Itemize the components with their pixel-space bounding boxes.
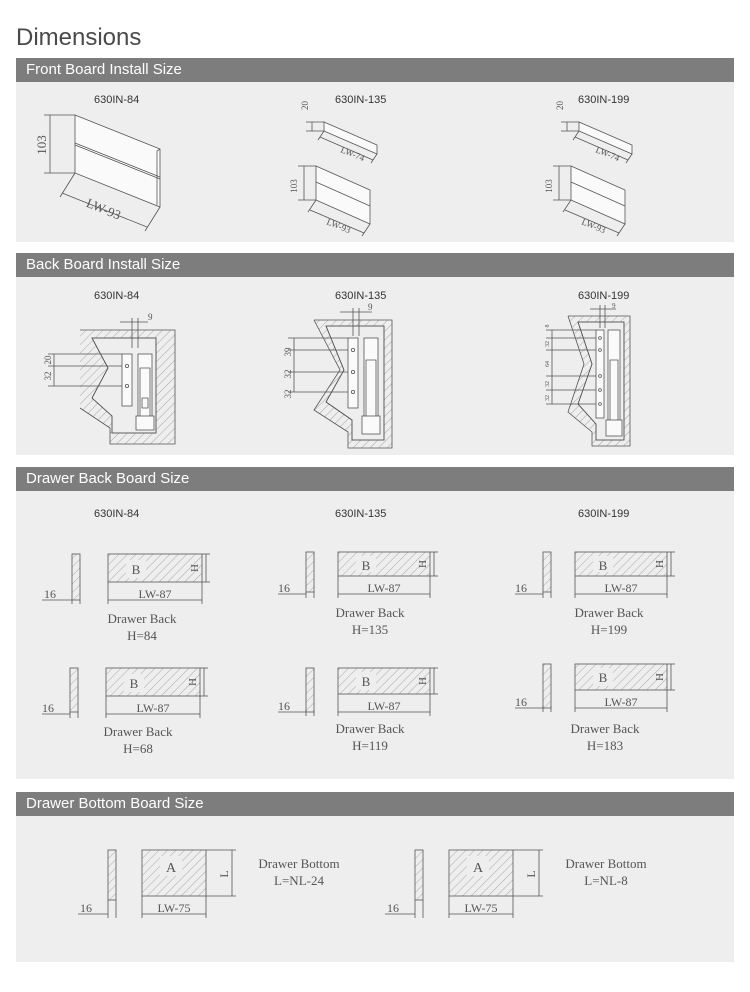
section-header-drawer-bottom: Drawer Bottom Board Size bbox=[16, 792, 734, 816]
model-label: 630IN-135 bbox=[335, 290, 387, 302]
drawer-back-board-199 bbox=[513, 548, 683, 600]
side-dim: H bbox=[189, 564, 201, 572]
top-height-dim: 20 bbox=[555, 101, 565, 110]
thickness-dim: 16 bbox=[44, 587, 56, 601]
front-board-diagram-199 bbox=[537, 100, 657, 235]
model-label: 630IN-199 bbox=[578, 94, 630, 106]
section-header-back-board: Back Board Install Size bbox=[16, 253, 734, 277]
drawer-back-board-68 bbox=[40, 664, 210, 720]
board-letter: B bbox=[129, 676, 139, 691]
dim-3: 32 bbox=[283, 389, 293, 399]
dim-2: 32 bbox=[283, 369, 293, 379]
top-height-dim: 20 bbox=[300, 101, 310, 110]
board-caption bbox=[555, 855, 657, 889]
offset-dim: 9 bbox=[368, 302, 373, 312]
thickness-dim: 16 bbox=[278, 581, 290, 595]
thickness-dim: 16 bbox=[387, 901, 399, 915]
dim-0: 8 bbox=[545, 324, 551, 328]
thickness-dim: 16 bbox=[42, 701, 54, 715]
front-board-diagram-84 bbox=[30, 105, 170, 235]
length-dim: LW-87 bbox=[367, 581, 401, 595]
thickness-dim: 16 bbox=[515, 581, 527, 595]
length-dim: LW-75 bbox=[157, 901, 191, 915]
board-size: L=NL-8 bbox=[584, 873, 628, 888]
height-dim: 103 bbox=[544, 179, 554, 193]
board-name: Drawer Back bbox=[570, 721, 640, 736]
drawer-back-board-84 bbox=[40, 548, 210, 610]
board-caption bbox=[559, 604, 659, 638]
board-letter: B bbox=[361, 558, 371, 573]
side-dim: H bbox=[187, 678, 199, 686]
length-dim: LW-87 bbox=[138, 587, 172, 601]
board-size: H=183 bbox=[586, 738, 624, 753]
length-dim: LW-93 bbox=[325, 216, 353, 236]
board-size: H=135 bbox=[351, 622, 389, 637]
side-dim: H bbox=[654, 560, 666, 568]
dim-1: 32 bbox=[545, 341, 551, 347]
length-dim: LW-93 bbox=[580, 216, 608, 236]
dim-2: 64 bbox=[545, 361, 551, 367]
dim-1: 20 bbox=[43, 355, 53, 365]
board-name: Drawer Back bbox=[335, 721, 405, 736]
board-name: Drawer Back bbox=[107, 611, 177, 626]
drawer-back-board-135 bbox=[276, 548, 446, 600]
model-label: 630IN-135 bbox=[335, 508, 387, 520]
side-dim: H bbox=[417, 560, 429, 568]
back-board-diagram-199 bbox=[540, 300, 640, 452]
board-size: H=119 bbox=[352, 738, 388, 753]
dim-2: 32 bbox=[43, 371, 53, 381]
board-caption bbox=[92, 610, 192, 644]
front-board-diagram-135 bbox=[282, 100, 402, 235]
board-letter: B bbox=[598, 670, 608, 685]
offset-dim: 9 bbox=[148, 312, 153, 322]
board-size: H=68 bbox=[123, 741, 153, 756]
board-name: Drawer Bottom bbox=[258, 856, 340, 871]
model-label: 630IN-135 bbox=[335, 94, 387, 106]
length-dim: LW-87 bbox=[136, 701, 170, 715]
length-dim: LW-87 bbox=[604, 581, 638, 595]
top-length-dim: LW-74 bbox=[339, 144, 367, 164]
board-caption bbox=[320, 604, 420, 638]
board-letter: B bbox=[131, 562, 141, 577]
section-header-front-board: Front Board Install Size bbox=[16, 58, 734, 82]
length-dim: LW-87 bbox=[604, 695, 638, 709]
board-letter: A bbox=[472, 861, 484, 876]
height-dim: 103 bbox=[34, 135, 49, 155]
side-dim: H bbox=[417, 677, 429, 685]
section-header-drawer-back: Drawer Back Board Size bbox=[16, 467, 734, 491]
board-size: L=NL-24 bbox=[274, 873, 324, 888]
model-label: 630IN-84 bbox=[94, 290, 140, 302]
board-caption bbox=[555, 720, 655, 754]
board-letter: B bbox=[361, 674, 371, 689]
board-letter: B bbox=[598, 558, 608, 573]
dim-1: 39 bbox=[283, 347, 293, 357]
length-dim: LW-87 bbox=[367, 699, 401, 713]
thickness-dim: 16 bbox=[515, 695, 527, 709]
board-caption bbox=[88, 723, 188, 757]
model-label: 630IN-199 bbox=[578, 508, 630, 520]
side-dim: L bbox=[524, 870, 538, 878]
dim-4: 32 bbox=[545, 395, 551, 401]
board-size: H=84 bbox=[127, 628, 157, 643]
back-board-diagram-84 bbox=[40, 308, 185, 450]
height-dim: 103 bbox=[289, 179, 299, 193]
board-letter: A bbox=[165, 861, 177, 876]
page-title: Dimensions bbox=[16, 24, 142, 51]
top-length-dim: LW-74 bbox=[594, 144, 622, 164]
board-size: H=199 bbox=[590, 622, 628, 637]
board-caption bbox=[248, 855, 350, 889]
thickness-dim: 16 bbox=[80, 901, 92, 915]
dim-3: 32 bbox=[545, 381, 551, 387]
length-dim: LW-93 bbox=[84, 195, 124, 223]
side-dim: H bbox=[654, 673, 666, 681]
board-name: Drawer Back bbox=[103, 724, 173, 739]
model-label: 630IN-199 bbox=[578, 290, 630, 302]
length-dim: LW-75 bbox=[464, 901, 498, 915]
board-name: Drawer Back bbox=[574, 605, 644, 620]
drawer-back-board-119 bbox=[276, 664, 446, 716]
model-label: 630IN-84 bbox=[94, 94, 140, 106]
back-board-diagram-135 bbox=[280, 300, 405, 452]
side-dim: L bbox=[217, 870, 231, 878]
thickness-dim: 16 bbox=[278, 699, 290, 713]
offset-dim: 9 bbox=[612, 302, 616, 310]
drawer-back-board-183 bbox=[513, 662, 683, 714]
model-label: 630IN-84 bbox=[94, 508, 140, 520]
board-name: Drawer Back bbox=[335, 605, 405, 620]
board-caption bbox=[320, 720, 420, 754]
drawer-bottom-board-1 bbox=[76, 848, 246, 922]
drawer-bottom-board-2 bbox=[383, 848, 553, 922]
board-name: Drawer Bottom bbox=[565, 856, 647, 871]
